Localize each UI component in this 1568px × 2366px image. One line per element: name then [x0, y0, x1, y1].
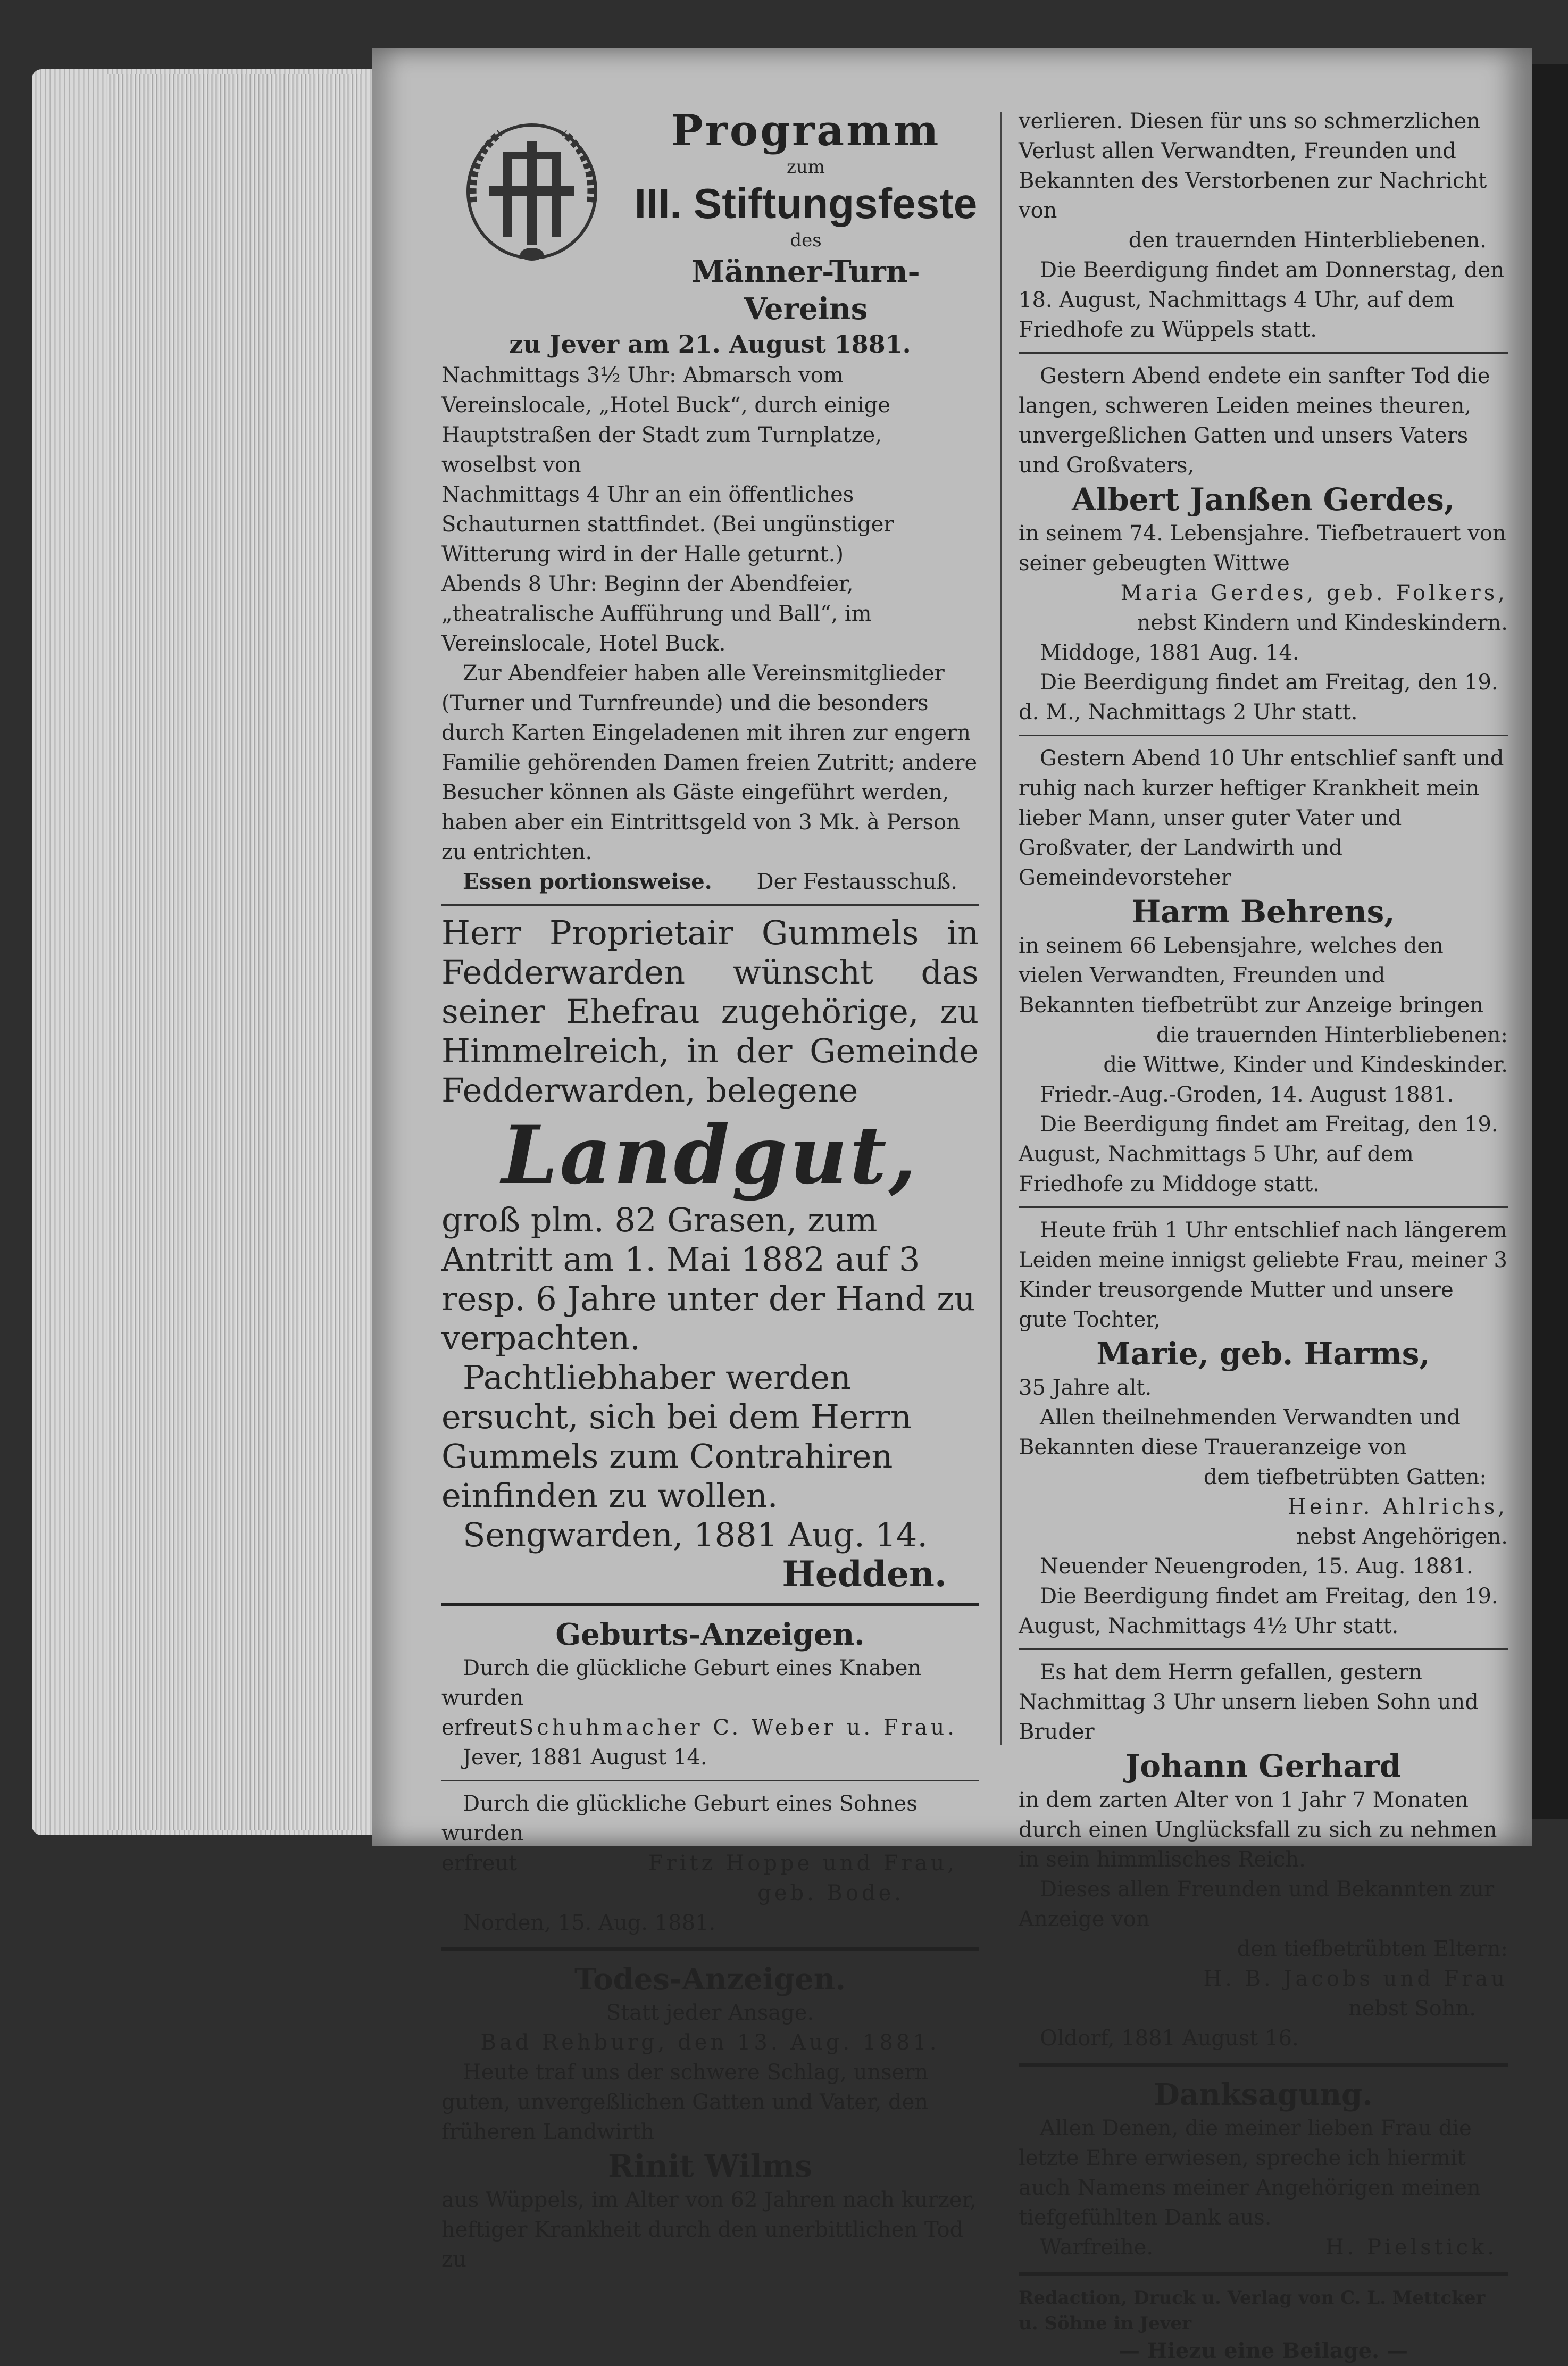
- birth1-names: Schuhmacher C. Weber u. Frau.: [519, 1715, 957, 1740]
- landgut-body-2: Pachtliebhaber werden ersucht, sich bei dem Herrn Gummels zum Contrahiren einfinden zu wollen.: [441, 1358, 912, 1515]
- r2-sign-2: nebst Kindern und Kindeskindern.: [1137, 611, 1508, 635]
- thanks-header: Danksagung.: [1154, 2077, 1373, 2112]
- r3-text: Gestern Abend 10 Uhr entschlief sanft und ruhig nach kurzer heftiger Krankheit mein lieber Mann, unser guter Vater und Großvater, der Landwirth und Gemeindevorsteher: [1019, 746, 1504, 890]
- r5-text-3: Dieses allen Freunden und Bekannten zur Anzeige von: [1019, 1877, 1495, 1931]
- r2-text-2: in seinem 74. Lebensjahre. Tiefbetrauert von seiner gebeugten Wittwe: [1019, 521, 1506, 576]
- landgut-signature: Hedden.: [782, 1553, 947, 1595]
- r2-name: Albert Janßen Gerdes,: [1072, 481, 1455, 518]
- programm-ausschuss: Der Festausschuß.: [756, 870, 957, 894]
- thanks-place: Warfreihe.: [1040, 2235, 1154, 2260]
- death1-text-2: aus Wüppels, im Alter von 62 Jahren nach kurzer, heftiger Krankheit durch den unerbittlichen Tod zu: [441, 2188, 977, 2272]
- birth1-date: Jever, 1881 August 14.: [463, 1745, 707, 1770]
- divider-thick: [441, 1947, 979, 1951]
- landgut-title: Landgut,: [501, 1109, 919, 1202]
- r2-sign-1: Maria Gerdes, geb. Folkers,: [1120, 581, 1508, 605]
- divider: [1019, 1648, 1508, 1650]
- birth1-line: [441, 1713, 979, 1743]
- r1-text: verlieren. Diesen für uns so schmerzlichen Verlust allen Verwandten, Freunden und Bekannten des Verstorbenen zur Nachricht von: [1019, 109, 1487, 223]
- r5-text: Es hat dem Herrn gefallen, gestern Nachmittag 3 Uhr unsern lieben Sohn und Bruder: [1019, 1660, 1479, 1744]
- birth2-date: Norden, 15. Aug. 1881.: [463, 1911, 716, 1935]
- divider-thick: [1019, 2272, 1508, 2276]
- r2-burial: Die Beerdigung findet am Freitag, den 19. d. M., Nachmittags 2 Uhr statt.: [1019, 670, 1498, 724]
- programm-item-2: Nachmittags 4 Uhr an ein öffentliches Schauturnen stattfindet. (Bei ungünstiger Witterung wird in der Halle geturnt.): [441, 482, 894, 566]
- r5-sign-2: H. B. Jacobs und Frau: [1203, 1967, 1508, 1991]
- death1-place: Bad Rehburg, den 13. Aug. 1881.: [480, 2030, 940, 2055]
- death1-name: Rinit Wilms: [608, 2148, 812, 2184]
- birth2-text: Durch die glückliche Geburt eines Sohnes wurden: [441, 1792, 918, 1846]
- death-header: Todes-Anzeigen.: [574, 1962, 846, 1997]
- programm-item-1: Nachmittags 3½ Uhr: Abmarsch vom Vereinslocale, „Hotel Buck“, durch einige Hauptstraßen der Stadt zum Turnplatze, woselbst von: [441, 363, 891, 477]
- r4-sign-1: dem tiefbetrübten Gatten:: [1203, 1465, 1487, 1489]
- birth2-line: [441, 1848, 979, 1878]
- r3-sign-2: die Wittwe, Kinder und Kindeskinder.: [1103, 1053, 1508, 1077]
- programm-item-4: Zur Abendfeier haben alle Vereinsmitglieder (Turner und Turnfreunde) und die besonders durch Karten Eingeladenen mit ihren zur engern Familie gehörenden Damen freien Zutritt; andere Besucher können als Gäste eingeführt werden, haben aber ein Eintrittsgeld von 3 Mk. à Person zu entrichten.: [441, 661, 978, 864]
- birth2-names: Fritz Hoppe und Frau,: [648, 1851, 957, 1876]
- birth1-erfreut: erfreut: [441, 1715, 518, 1740]
- r4-burial: Die Beerdigung findet am Freitag, den 19. August, Nachmittags 4½ Uhr statt.: [1019, 1584, 1498, 1638]
- landgut-intro: Herr Proprietair Gummels in Fedderwarden wünscht das seiner Ehefrau zugehörige, zu Himmelreich, in der Gemeinde Fedderwarden, belegene: [441, 913, 979, 1110]
- right-column: [1019, 106, 1508, 2366]
- imprint: Redaction, Druck u. Verlag von C. L. Mettcker u. Söhne in Jever: [1019, 2287, 1486, 2334]
- beilage-note: — Hiezu eine Beilage. —: [1118, 2338, 1408, 2363]
- newspaper-page: [372, 48, 1532, 2363]
- programm-des: des: [790, 230, 822, 251]
- programm-place: zu Jever am 21. August 1881.: [509, 330, 911, 359]
- r5-text-2: in dem zarten Alter von 1 Jahr 7 Monaten durch einen Unglücksfall zu sich zu nehmen in sein himmlisches Reich.: [1019, 1788, 1497, 1872]
- landgut-body: groß plm. 82 Grasen, zum Antritt am 1. Mai 1882 auf 3 resp. 6 Jahre unter der Hand zu verpachten.: [441, 1201, 975, 1357]
- r1-burial: Die Beerdigung findet am Donnerstag, den 18. August, Nachmittags 4 Uhr, auf dem Friedhofe zu Wüppels statt.: [1019, 258, 1504, 342]
- thanks-sign: H. Pielstick.: [1325, 2235, 1497, 2260]
- death-statt: Statt jeder Ansage.: [606, 2001, 814, 2025]
- divider: [1019, 735, 1508, 736]
- programm-footer: [441, 867, 979, 897]
- death1-text: Heute traf uns der schwere Schlag, unsern guten, unvergeßlichen Gatten und Vater, den früheren Landwirth: [441, 2060, 929, 2144]
- r5-date: Oldorf, 1881 August 16.: [1040, 2026, 1299, 2051]
- programm-verein: Männer-Turn-Vereins: [691, 254, 920, 327]
- r3-date: Friedr.-Aug.-Groden, 14. August 1881.: [1040, 1082, 1454, 1107]
- r5-sign-1: den tiefbetrübten Eltern:: [1237, 1937, 1508, 1961]
- programm-zum: zum: [786, 156, 825, 178]
- left-column: [441, 106, 979, 2275]
- programm-essen: Essen portionsweise.: [463, 869, 712, 894]
- r2-text: Gestern Abend endete ein sanfter Tod die langen, schweren Leiden meines theuren, unvergeßlichen Gatten und unsers Vaters und Großvaters,: [1019, 364, 1490, 478]
- birth2-erfreut: erfreut: [441, 1851, 518, 1876]
- r3-text-2: in seinem 66 Lebensjahre, welches den vielen Verwandten, Freunden und Bekannten tiefbetrübt zur Anzeige bringen: [1019, 934, 1484, 1018]
- r2-date: Middoge, 1881 Aug. 14.: [1040, 640, 1299, 665]
- programm-item-3: Abends 8 Uhr: Beginn der Abendfeier, „theatralische Aufführung und Ball“, im Vereinslocale, Hotel Buck.: [441, 572, 872, 656]
- divider: [1019, 1206, 1508, 1208]
- r4-date: Neuender Neuengroden, 15. Aug. 1881.: [1040, 1554, 1473, 1579]
- r5-name: Johann Gerhard: [1125, 1748, 1402, 1784]
- r4-sign-3: nebst Angehörigen.: [1296, 1524, 1508, 1549]
- r4-sign-2: Heinr. Ahlrichs,: [1287, 1495, 1508, 1519]
- thanks-footer: [1019, 2232, 1508, 2262]
- landgut-date: Sengwarden, 1881 Aug. 14.: [463, 1515, 928, 1554]
- r4-age: 35 Jahre alt.: [1019, 1376, 1152, 1400]
- divider: [441, 1780, 979, 1781]
- r4-text: Heute früh 1 Uhr entschlief nach längerem Leiden meine innigst geliebte Frau, meiner 3 Kinder treusorgende Mutter und unsere gute Tochter,: [1019, 1218, 1507, 1332]
- programm-header: [633, 106, 979, 328]
- programm-title: Programm: [671, 105, 941, 155]
- programm-subtitle: III. Stiftungsfeste: [634, 180, 978, 227]
- divider-thick: [441, 1603, 979, 1606]
- book-right-edge: [1532, 64, 1568, 1819]
- r5-sign-3: nebst Sohn.: [1348, 1996, 1476, 2021]
- divider: [441, 904, 979, 906]
- birth-header: Geburts-Anzeigen.: [555, 1617, 865, 1652]
- divider-thick: [1019, 2063, 1508, 2067]
- r3-sign-1: die trauernden Hinterbliebenen:: [1156, 1023, 1508, 1047]
- r3-burial: Die Beerdigung findet am Freitag, den 19. August, Nachmittags 5 Uhr, auf dem Friedhofe zu Middoge statt.: [1019, 1112, 1498, 1196]
- thanks-text: Allen Denen, die meiner lieben Frau die letzte Ehre erwiesen, spreche ich hiermit auch Namens meiner Angehörigen meinen tiefgefühlten Dank aus.: [1019, 2116, 1481, 2230]
- r4-text-2: Allen theilnehmenden Verwandten und Bekannten diese Traueranzeige von: [1019, 1405, 1461, 1460]
- birth2-names-2: geb. Bode.: [757, 1881, 904, 1905]
- divider: [1019, 352, 1508, 354]
- r1-sign: den trauernden Hinterbliebenen.: [1128, 228, 1487, 253]
- r4-name: Marie, geb. Harms,: [1096, 1336, 1430, 1372]
- r3-name: Harm Behrens,: [1131, 894, 1395, 930]
- column-rule: [1000, 112, 1002, 1745]
- birth1-text: Durch die glückliche Geburt eines Knaben wurden: [441, 1656, 922, 1710]
- book-page-edges: [106, 74, 362, 1830]
